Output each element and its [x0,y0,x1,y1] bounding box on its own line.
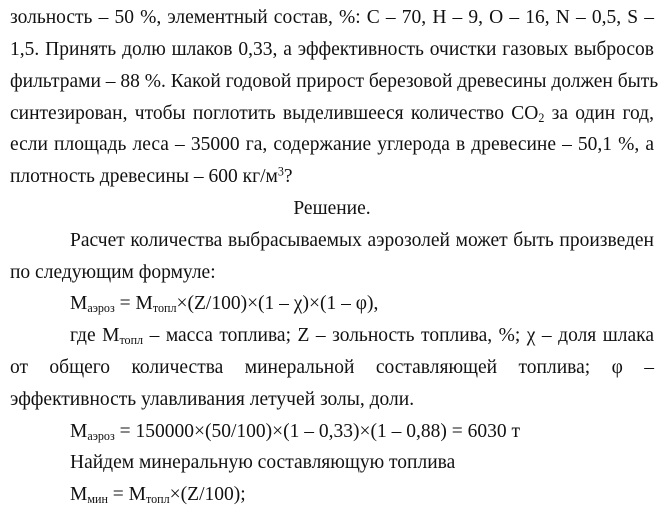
problem-line-1 [10,6,654,30]
solution-paragraph-2 [70,451,654,475]
where-text: где М [70,325,120,346]
heading-text: Решение. [293,198,371,219]
formula-text: М [70,484,88,505]
problem-text: 1,5. Принять долю шлаков 0,33, а эффективность очистки газовых выбросов [10,39,654,60]
paragraph-text: Найдем минеральную составляющую топлива [70,452,456,473]
paragraph-text: по следующим формуле: [10,262,216,283]
problem-text: фильтрами – 88 %. Какой годовой прирост березовой древесины должен быть [10,71,659,92]
subscript: мин [87,492,108,507]
where-text: от общего количества минеральной составляющей топлива; φ – [10,357,654,378]
problem-text: ? [283,166,293,187]
subscript: топл [119,333,144,348]
formula-text: М [70,421,88,442]
problem-line-5 [10,133,654,157]
where-line-3 [10,388,654,412]
formula-text: М [70,293,88,314]
solution-paragraph-1-line-1 [70,229,654,253]
superscript: 3 [277,164,284,179]
problem-text: за один год, [544,103,654,124]
problem-line-3 [10,70,659,94]
problem-text: плотность древесины – 600 кг/м [10,166,278,187]
formula-mineral [70,483,654,507]
formula-aerosol [70,292,654,316]
formula-text: = М [107,484,147,505]
formula-text: = 150000×(50/100)×(1 – 0,33)×(1 – 0,88) = 6030 т [114,421,521,442]
problem-text: если площадь леса – 35000 га, содержание углерода в древесине – 50,1 %, а [10,134,654,155]
problem-line-4 [10,102,654,126]
solution-heading [0,197,664,221]
subscript: аэроз [87,301,115,316]
where-line-2 [10,356,654,380]
formula-text: = М [114,293,153,314]
subscript: 2 [538,111,545,126]
problem-text: зольность – 50 %, элементный состав, %: С – 70, Н – 9, О – 16, N – 0,5, S – [10,7,654,28]
formula-text: ×(Z/100); [169,484,246,505]
subscript: топл [152,301,177,316]
formula-text: ×(Z/100)×(1 – χ)×(1 – φ), [176,293,379,314]
problem-line-2 [10,38,654,62]
where-line-1 [70,324,654,348]
solution-paragraph-1-line-2 [10,261,654,285]
subscript: топл [146,492,170,507]
where-text: – масса топлива; Z – зольность топлива, %; χ – доля шлака [143,325,654,346]
problem-text: синтезирован, чтобы поглотить выделившееся количество СО [10,103,539,124]
problem-line-6 [10,165,654,189]
subscript: аэроз [87,429,115,444]
paragraph-text: Расчет количества выбрасываемых аэрозолей может быть произведен [70,230,654,251]
formula-aerosol-calc [70,420,654,444]
where-text: эффективность улавливания летучей золы, доли. [10,389,415,410]
